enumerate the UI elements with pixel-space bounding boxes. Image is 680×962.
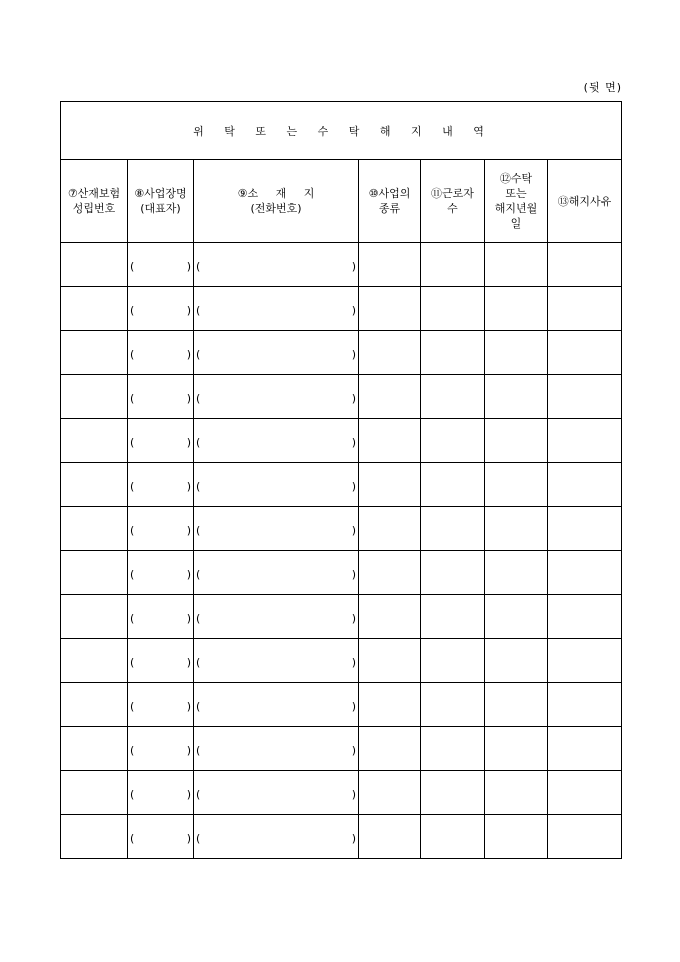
open-paren: ( [130, 304, 135, 317]
open-paren: ( [196, 832, 201, 845]
close-paren: ) [351, 788, 356, 801]
cell-business-name[interactable] [128, 287, 194, 331]
cell-address[interactable] [194, 331, 359, 375]
cell-worker-count[interactable] [421, 507, 485, 551]
cell-address[interactable] [194, 683, 359, 727]
table-row [61, 683, 622, 727]
open-paren: ( [196, 524, 201, 537]
header-business-name: ⑧사업장명 (대표자) [128, 160, 194, 243]
table-row [61, 551, 622, 595]
close-paren: ) [351, 612, 356, 625]
header-business-type: ⑩사업의 종류 [359, 160, 421, 243]
open-paren: ( [196, 568, 201, 581]
cell-worker-count[interactable] [421, 771, 485, 815]
open-paren: ( [130, 436, 135, 449]
table-row [61, 507, 622, 551]
cell-worker-count[interactable] [421, 639, 485, 683]
open-paren: ( [196, 744, 201, 757]
cell-worker-count[interactable] [421, 815, 485, 859]
cell-termination-reason[interactable] [548, 507, 622, 551]
open-paren: ( [196, 700, 201, 713]
close-paren: ) [351, 656, 356, 669]
cell-business-type[interactable] [359, 683, 421, 727]
cell-business-type[interactable] [359, 331, 421, 375]
cell-business-name[interactable] [128, 375, 194, 419]
cell-address[interactable] [194, 727, 359, 771]
close-paren: ) [351, 744, 356, 757]
cell-worker-count[interactable] [421, 375, 485, 419]
cell-termination-reason[interactable] [548, 639, 622, 683]
cell-business-name[interactable] [128, 727, 194, 771]
cell-address[interactable] [194, 771, 359, 815]
cell-business-type[interactable] [359, 287, 421, 331]
open-paren: ( [130, 568, 135, 581]
cell-date[interactable] [485, 375, 548, 419]
cell-address[interactable] [194, 507, 359, 551]
cell-worker-count[interactable] [421, 463, 485, 507]
close-paren: ) [351, 348, 356, 361]
cell-address[interactable] [194, 463, 359, 507]
cell-business-name[interactable] [128, 331, 194, 375]
cell-termination-reason[interactable] [548, 771, 622, 815]
cell-worker-count[interactable] [421, 243, 485, 287]
cell-date[interactable] [485, 243, 548, 287]
close-paren: ) [186, 304, 191, 317]
cell-business-name[interactable] [128, 419, 194, 463]
cell-business-name[interactable] [128, 815, 194, 859]
open-paren: ( [196, 304, 201, 317]
cell-business-name[interactable] [128, 463, 194, 507]
cell-insurance-number[interactable] [61, 771, 128, 815]
cell-business-name[interactable] [128, 507, 194, 551]
open-paren: ( [130, 524, 135, 537]
close-paren: ) [351, 700, 356, 713]
open-paren: ( [196, 656, 201, 669]
cell-worker-count[interactable] [421, 683, 485, 727]
cell-business-type[interactable] [359, 727, 421, 771]
close-paren: ) [186, 524, 191, 537]
close-paren: ) [186, 788, 191, 801]
open-paren: ( [196, 436, 201, 449]
cell-insurance-number[interactable] [61, 815, 128, 859]
table-row [61, 375, 622, 419]
open-paren: ( [130, 700, 135, 713]
cell-date[interactable] [485, 771, 548, 815]
open-paren: ( [130, 832, 135, 845]
close-paren: ) [186, 392, 191, 405]
cell-date[interactable] [485, 815, 548, 859]
cell-insurance-number[interactable] [61, 243, 128, 287]
cell-worker-count[interactable] [421, 419, 485, 463]
cell-address[interactable] [194, 639, 359, 683]
cell-insurance-number[interactable] [61, 287, 128, 331]
title-text: 위 탁 또 는 수 탁 해 지 내 역 [193, 124, 489, 138]
cell-date[interactable] [485, 419, 548, 463]
close-paren: ) [351, 524, 356, 537]
close-paren: ) [351, 304, 356, 317]
open-paren: ( [196, 392, 201, 405]
cell-termination-reason[interactable] [548, 375, 622, 419]
cell-date[interactable] [485, 683, 548, 727]
cell-termination-reason[interactable] [548, 595, 622, 639]
table-title [61, 102, 622, 160]
open-paren: ( [130, 392, 135, 405]
open-paren: ( [130, 612, 135, 625]
cell-address[interactable] [194, 243, 359, 287]
close-paren: ) [351, 260, 356, 273]
cell-termination-reason[interactable] [548, 683, 622, 727]
open-paren: ( [196, 260, 201, 273]
cell-termination-reason[interactable] [548, 815, 622, 859]
header-row [61, 160, 622, 243]
close-paren: ) [186, 700, 191, 713]
cell-worker-count[interactable] [421, 287, 485, 331]
cell-address[interactable] [194, 375, 359, 419]
cell-business-type[interactable] [359, 595, 421, 639]
open-paren: ( [196, 612, 201, 625]
table-row [61, 243, 622, 287]
open-paren: ( [196, 788, 201, 801]
cell-business-type[interactable] [359, 243, 421, 287]
cell-business-type[interactable] [359, 463, 421, 507]
cell-address[interactable] [194, 595, 359, 639]
close-paren: ) [351, 480, 356, 493]
header-address: ⑨소 재 지 (전화번호) [194, 160, 359, 243]
cell-worker-count[interactable] [421, 595, 485, 639]
cell-insurance-number[interactable] [61, 507, 128, 551]
table-row [61, 727, 622, 771]
cell-business-name[interactable] [128, 551, 194, 595]
cell-date[interactable] [485, 551, 548, 595]
close-paren: ) [186, 656, 191, 669]
cell-insurance-number[interactable] [61, 683, 128, 727]
close-paren: ) [186, 436, 191, 449]
cell-business-type[interactable] [359, 639, 421, 683]
cell-termination-reason[interactable] [548, 463, 622, 507]
close-paren: ) [186, 744, 191, 757]
cell-insurance-number[interactable] [61, 375, 128, 419]
cell-business-type[interactable] [359, 419, 421, 463]
table-row [61, 815, 622, 859]
entrustment-table [60, 101, 622, 859]
close-paren: ) [186, 480, 191, 493]
cell-date[interactable] [485, 463, 548, 507]
cell-business-name[interactable] [128, 595, 194, 639]
open-paren: ( [130, 260, 135, 273]
open-paren: ( [130, 744, 135, 757]
cell-address[interactable] [194, 551, 359, 595]
cell-insurance-number[interactable] [61, 551, 128, 595]
table-row [61, 463, 622, 507]
cell-termination-reason[interactable] [548, 419, 622, 463]
header-insurance-number: ⑦산재보험 성립번호 [61, 160, 128, 243]
cell-business-type[interactable] [359, 375, 421, 419]
close-paren: ) [186, 832, 191, 845]
close-paren: ) [186, 612, 191, 625]
cell-date[interactable] [485, 727, 548, 771]
cell-termination-reason[interactable] [548, 331, 622, 375]
open-paren: ( [196, 480, 201, 493]
cell-worker-count[interactable] [421, 727, 485, 771]
cell-termination-reason[interactable] [548, 243, 622, 287]
open-paren: ( [130, 656, 135, 669]
cell-worker-count[interactable] [421, 331, 485, 375]
table-row [61, 639, 622, 683]
close-paren: ) [186, 348, 191, 361]
cell-insurance-number[interactable] [61, 419, 128, 463]
cell-address[interactable] [194, 287, 359, 331]
cell-insurance-number[interactable] [61, 639, 128, 683]
close-paren: ) [351, 392, 356, 405]
header-worker-count: ⑪근로자 수 [421, 160, 485, 243]
cell-date[interactable] [485, 331, 548, 375]
cell-business-name[interactable] [128, 639, 194, 683]
cell-termination-reason[interactable] [548, 287, 622, 331]
close-paren: ) [186, 568, 191, 581]
cell-address[interactable] [194, 419, 359, 463]
cell-termination-reason[interactable] [548, 727, 622, 771]
open-paren: ( [130, 480, 135, 493]
header-termination-reason: ⑬해지사유 [548, 160, 622, 243]
cell-date[interactable] [485, 287, 548, 331]
table-row [61, 419, 622, 463]
close-paren: ) [351, 832, 356, 845]
close-paren: ) [351, 436, 356, 449]
cell-insurance-number[interactable] [61, 463, 128, 507]
cell-business-type[interactable] [359, 771, 421, 815]
header-date: ⑫수탁 또는 해지년월 일 [485, 160, 548, 243]
cell-business-name[interactable] [128, 683, 194, 727]
cell-termination-reason[interactable] [548, 551, 622, 595]
cell-worker-count[interactable] [421, 551, 485, 595]
cell-insurance-number[interactable] [61, 595, 128, 639]
cell-date[interactable] [485, 507, 548, 551]
page-label: (뒷 면) [583, 81, 622, 94]
open-paren: ( [130, 348, 135, 361]
table-row [61, 595, 622, 639]
cell-date[interactable] [485, 595, 548, 639]
open-paren: ( [196, 348, 201, 361]
table-row [61, 287, 622, 331]
open-paren: ( [130, 788, 135, 801]
cell-business-type[interactable] [359, 815, 421, 859]
cell-business-type[interactable] [359, 551, 421, 595]
cell-business-name[interactable] [128, 243, 194, 287]
cell-insurance-number[interactable] [61, 331, 128, 375]
close-paren: ) [351, 568, 356, 581]
cell-address[interactable] [194, 815, 359, 859]
table-row [61, 771, 622, 815]
cell-insurance-number[interactable] [61, 727, 128, 771]
cell-business-type[interactable] [359, 507, 421, 551]
table-row [61, 331, 622, 375]
cell-date[interactable] [485, 639, 548, 683]
cell-business-name[interactable] [128, 771, 194, 815]
close-paren: ) [186, 260, 191, 273]
